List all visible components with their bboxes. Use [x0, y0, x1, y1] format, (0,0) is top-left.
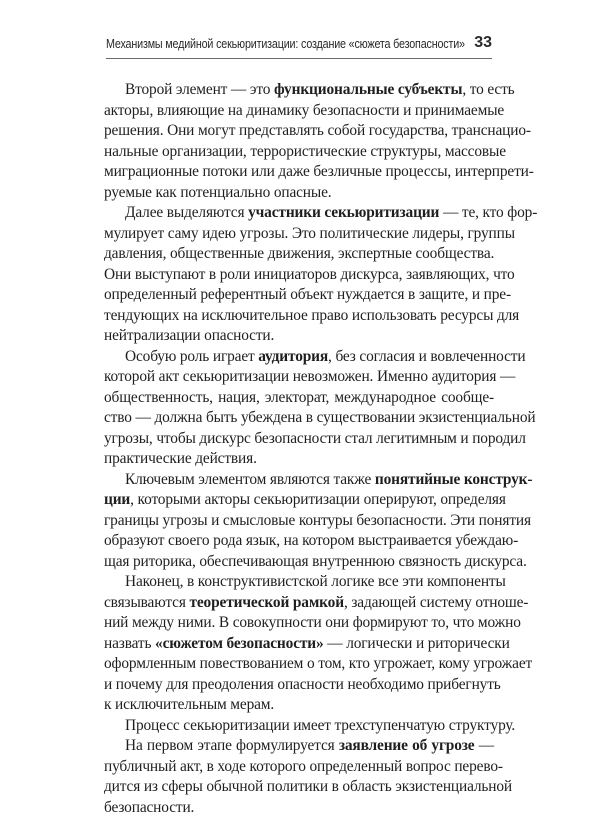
bold-term: ции [104, 491, 130, 508]
running-header-title: Механизмы медийной секьюритизации: создание «сюжета безопасности» [106, 37, 465, 51]
text-run: Наконец, в конструктивистской логике все эти компоненты [125, 573, 506, 590]
text-line [104, 429, 494, 450]
text-run: нальные организации, террористические структуры, массовые [104, 143, 506, 160]
text-run: миграционные потоки или даже безличные процессы, интерпрети- [104, 163, 534, 180]
text-line [104, 162, 494, 183]
text-line [104, 695, 494, 716]
text-line [104, 80, 494, 101]
text-run: , без согласия и вовлеченности [328, 348, 525, 365]
text-run: — те, кто фор- [439, 204, 537, 221]
text-run: Далее выделяются [125, 204, 248, 221]
text-line [104, 142, 494, 163]
text-run: ство — должна быть убеждена в существовании экзистенциальной [104, 409, 535, 426]
bold-term: аудитория [258, 348, 328, 365]
text-line [104, 244, 494, 265]
text-line [104, 531, 494, 552]
text-run: оформленным повествованием о том, кто угрожает, кому угрожает [104, 655, 532, 672]
text-run: руемые как потенциально опасные. [104, 184, 331, 201]
text-run: Второй элемент — это [125, 81, 274, 98]
text-run: которой акт секьюритизации невозможен. Именно аудитория — [104, 368, 515, 385]
bold-term: функциональные субъекты [274, 81, 462, 98]
text-run: акторы, влияющие на динамику безопасности и принимаемые [104, 102, 504, 119]
text-line [104, 490, 494, 511]
text-line [104, 654, 494, 675]
text-line [104, 572, 494, 593]
text-line [104, 203, 494, 224]
text-run: образуют своего рода язык, на котором выстраивается убеждаю- [104, 532, 518, 549]
text-line [104, 285, 494, 306]
text-run: практические действия. [104, 450, 257, 467]
text-run: ний между ними. В совокупности они формируют то, что можно [104, 614, 521, 631]
text-line [104, 388, 494, 409]
bold-term: теоретической рамкой [189, 594, 343, 611]
bold-term: понятийные конструк- [375, 471, 532, 488]
text-line [104, 777, 494, 798]
text-line [104, 347, 494, 368]
text-run: тендующих на исключительное право использовать ресурсы для [104, 307, 519, 324]
text-line [104, 183, 494, 204]
text-line [104, 326, 494, 347]
running-header [106, 36, 492, 59]
text-line [104, 367, 494, 388]
text-run: публичный акт, в ходе которого определенный вопрос перево- [104, 758, 503, 775]
text-line [104, 675, 494, 696]
bold-term: участники секьюритизации [248, 204, 439, 221]
text-line [104, 224, 494, 245]
text-run: границы угрозы и смысловые контуры безопасности. Эти понятия [104, 512, 531, 529]
text-line [104, 593, 494, 614]
text-run: дится из сферы обычной политики в область экзистенциальной [104, 778, 512, 795]
text-run: и почему для преодоления опасности необходимо прибегнуть [104, 676, 501, 693]
text-run: давления, общественные движения, экспертные сообщества. [104, 245, 494, 262]
text-line [104, 306, 494, 327]
text-run: назвать [104, 635, 155, 652]
text-line [104, 265, 494, 286]
text-run: На первом этапе формулируется [125, 737, 339, 754]
text-line [104, 736, 494, 757]
text-run: связываются [104, 594, 189, 611]
text-line [104, 121, 494, 142]
text-run: определенный референтный объект нуждается в защите, и пре- [104, 286, 511, 303]
text-line [104, 449, 494, 470]
text-run: , то есть [462, 81, 514, 98]
text-run: нейтрализации опасности. [104, 327, 274, 344]
text-line [104, 757, 494, 778]
text-line [104, 511, 494, 532]
text-line [104, 101, 494, 122]
text-line [104, 613, 494, 634]
text-run: щая риторика, обеспечивающая внутреннюю связность дискурса. [104, 553, 527, 570]
text-line [104, 470, 494, 491]
page-number: 33 [474, 34, 492, 52]
text-run: общественность, нация, электорат, международное сообще- [104, 389, 494, 406]
text-run: Процесс секьюритизации имеет трехступенчатую структуру. [125, 717, 515, 734]
text-run: — логически и риторически [324, 635, 510, 652]
text-run: Ключевым элементом являются также [125, 471, 375, 488]
text-run: — [474, 737, 494, 754]
text-run: мулирует саму идею угрозы. Это политические лидеры, группы [104, 225, 515, 242]
text-run: Они выступают в роли инициаторов дискурса, заявляющих, что [104, 266, 515, 283]
text-run: к исключительным мерам. [104, 696, 274, 713]
text-run: решения. Они могут представлять собой государства, транснацио- [104, 122, 531, 139]
text-line [104, 408, 494, 429]
text-line [104, 798, 494, 818]
text-line [104, 552, 494, 573]
bold-term: заявление об угрозе [339, 737, 475, 754]
text-run: безопасности. [104, 799, 194, 816]
text-run: , которыми акторы секьюритизации оперируют, определяя [130, 491, 506, 508]
bold-term: «сюжетом безопасности» [155, 635, 324, 652]
text-run: , задающей систему отноше- [344, 594, 528, 611]
text-line [104, 634, 494, 655]
text-run: Особую роль играет [125, 348, 258, 365]
text-line [104, 716, 494, 737]
body-text [104, 80, 494, 818]
text-run: угрозы, чтобы дискурс безопасности стал легитимным и породил [104, 430, 526, 447]
